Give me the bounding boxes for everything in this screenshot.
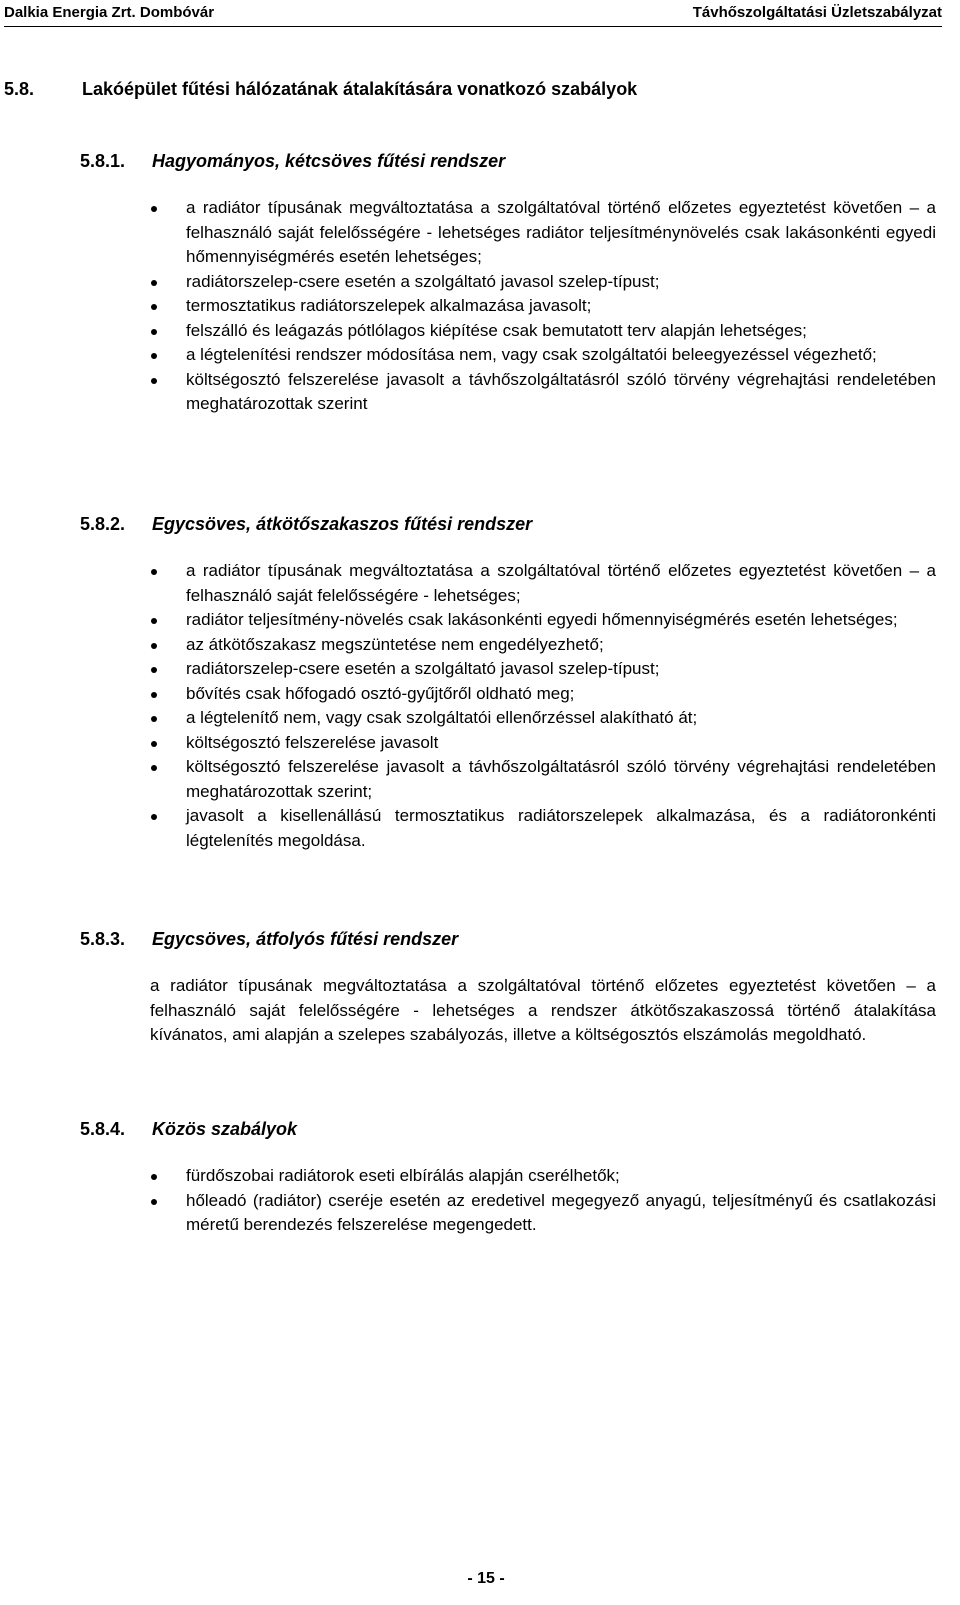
page-header	[4, 4, 942, 27]
list-item	[80, 706, 936, 731]
section-number: 5.8.4.	[80, 1119, 126, 1139]
list-item	[80, 270, 936, 295]
main-heading-title: Lakóépület fűtési hálózatának átalakítására vonatkozó szabályok	[82, 79, 638, 99]
list-item	[80, 294, 936, 319]
list-item-text: fürdőszobai radiátorok eseti elbírálás alapján cserélhetők;	[186, 1166, 620, 1185]
bullet-icon	[151, 280, 157, 286]
list-item	[80, 368, 936, 417]
bullet-icon	[151, 206, 157, 212]
section-number: 5.8.1.	[80, 151, 126, 171]
main-heading	[4, 79, 637, 100]
list-item	[80, 608, 936, 633]
list-item-text: radiátor teljesítmény-növelés csak lakásonkénti egyedi hőmennyiségmérés esetén lehetséges;	[186, 610, 898, 629]
section-number: 5.8.3.	[80, 929, 126, 949]
bullet-icon	[151, 618, 157, 624]
section-title	[80, 512, 936, 536]
list-item	[80, 682, 936, 707]
list-item	[80, 731, 936, 756]
bullet-icon	[151, 1174, 157, 1180]
section-title	[80, 149, 936, 173]
list-item-text: költségosztó felszerelése javasolt a távhőszolgáltatásról szóló törvény végrehajtási rendeletében meghatározottak szerint	[186, 369, 936, 413]
list-item-text: az átkötőszakasz megszüntetése nem engedélyezhető;	[186, 634, 604, 654]
section-title-text: Egycsöves, átkötőszakaszos fűtési rendszer	[152, 514, 533, 534]
list-item-text: felszálló és leágazás pótlólagos kiépítése csak bemutatott terv alapján lehetséges;	[186, 320, 807, 340]
header-document-title: Távhőszolgáltatási Üzletszabályzat	[692, 4, 942, 21]
list-item	[80, 343, 936, 368]
bullet-icon	[151, 741, 157, 747]
bullet-icon	[151, 329, 157, 335]
bullet-icon	[151, 378, 157, 384]
bullet-icon	[151, 569, 157, 575]
list-item-text: radiátorszelep-csere esetén a szolgáltató javasol szelep-típust;	[186, 271, 660, 291]
list-item	[80, 1164, 936, 1189]
list-item	[80, 319, 936, 344]
section-title-text: Egycsöves, átfolyós fűtési rendszer	[152, 929, 459, 949]
main-heading-number: 5.8.	[4, 79, 35, 99]
bullet-icon	[151, 1199, 157, 1205]
header-company: Dalkia Energia Zrt. Dombóvár	[4, 4, 215, 21]
bullet-icon	[151, 304, 157, 310]
section-title	[80, 1117, 936, 1141]
list-item	[80, 1189, 936, 1238]
list-item-text: a légtelenítési rendszer módosítása nem, vagy csak szolgáltatói beleegyezéssel végezhető;	[186, 345, 877, 364]
list-item	[80, 804, 936, 853]
bullet-icon	[151, 716, 157, 722]
section-title-text: Hagyományos, kétcsöves fűtési rendszer	[152, 151, 506, 171]
bullet-list	[80, 196, 936, 417]
bullet-icon	[151, 643, 157, 649]
section-number: 5.8.2.	[80, 514, 126, 534]
bullet-list	[80, 1164, 936, 1238]
list-item	[80, 755, 936, 804]
bullet-list	[80, 559, 936, 853]
bullet-icon	[151, 765, 157, 771]
list-item-text: javasolt a kisellenállású termosztatikus radiátorszelepek alkalmazása, és a radiátoronkénti légtelenítés megoldása.	[186, 806, 936, 850]
page-number: - 15 -	[467, 1570, 505, 1587]
list-item	[80, 196, 936, 270]
bullet-icon	[151, 692, 157, 698]
section-title	[80, 927, 936, 951]
list-item-text: radiátorszelep-csere esetén a szolgáltató javasol szelep-típust;	[186, 659, 660, 678]
section-5-8-4	[80, 1117, 936, 1238]
list-item	[80, 633, 936, 658]
list-item	[80, 657, 936, 682]
section-5-8-1	[80, 149, 936, 417]
bullet-icon	[151, 353, 157, 359]
list-item	[80, 559, 936, 608]
bullet-icon	[151, 814, 157, 820]
bullet-icon	[151, 667, 157, 673]
section-5-8-3	[80, 927, 936, 1048]
list-item-text: termosztatikus radiátorszelepek alkalmazása javasolt;	[186, 296, 592, 315]
section-title-text: Közös szabályok	[152, 1119, 298, 1139]
list-item-text: költségosztó felszerelése javasolt a távhőszolgáltatásról szóló törvény végrehajtási rendeletében meghatározottak szerint;	[186, 757, 936, 801]
list-item-text: hőleadó (radiátor) cseréje esetén az eredetivel megegyező anyagú, teljesítményű és csatlakozási méretű berendezés felszerelése megengedett.	[186, 1190, 936, 1234]
list-item-text: a radiátor típusának megváltoztatása a szolgáltatóval történő előzetes egyeztetést követően – a felhasználó saját felelősségére - lehetséges;	[186, 561, 936, 605]
list-item-text: költségosztó felszerelése javasolt	[186, 732, 439, 752]
section-paragraph: a radiátor típusának megváltoztatása a szolgáltatóval történő előzetes egyeztetést követően – a felhasználó saját felelősségére - lehetséges a rendszer átkötőszakaszossá történő átalakítása kívánatos, ami alapján a szelepes szabályozás, illetve a költségosztós elszámolás megoldható.	[150, 976, 936, 1044]
list-item-text: a légtelenítő nem, vagy csak szolgáltatói ellenőrzéssel alakítható át;	[186, 708, 698, 727]
section-5-8-2	[80, 512, 936, 853]
list-item-text: a radiátor típusának megváltoztatása a szolgáltatóval történő előzetes egyeztetést követően – a felhasználó saját felelősségére - lehetséges radiátor teljesítménynövelés csak lakásonkénti egyedi hőmennyiségmérés esetén lehetséges;	[186, 198, 936, 266]
list-item-text: bővítés csak hőfogadó osztó-gyűjtőről oldható meg;	[186, 683, 575, 703]
